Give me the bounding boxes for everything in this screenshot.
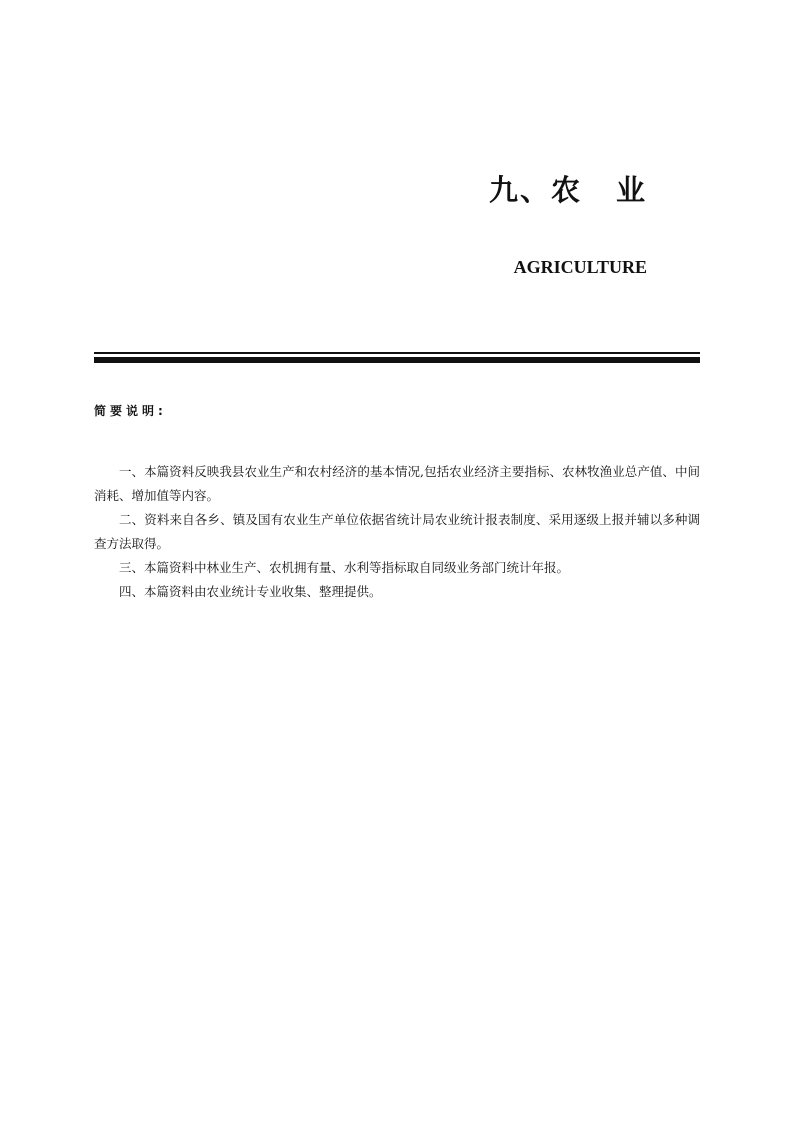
chapter-english-title: AGRICULTURE [513,257,647,277]
divider-thin [94,352,700,354]
chapter-number: 九、 [488,173,551,207]
chapter-title-part1: 农 [550,173,582,207]
notes-body [94,460,700,604]
note-paragraph-4: 四、本篇资料由农业统计专业收集、整理提供。 [119,584,382,599]
note-paragraph-2: 二、资料来自各乡、镇及国有农业生产单位依据省统计局农业统计报表制度、采用逐级上报并辅以多种调查方法取得。 [94,512,700,551]
note-paragraph-1: 一、本篇资料反映我县农业生产和农村经济的基本情况,包括农业经济主要指标、农林牧渔业总产值、中间消耗、增加值等内容。 [94,464,700,503]
chapter-title [489,168,647,209]
note-paragraph-3: 三、本篇资料中林业生产、农机拥有量、水利等指标取自同级业务部门统计年报。 [119,560,570,575]
chapter-title-part2: 业 [615,173,647,207]
divider-thick [94,357,700,363]
notes-heading: 简要说明: [94,404,167,418]
